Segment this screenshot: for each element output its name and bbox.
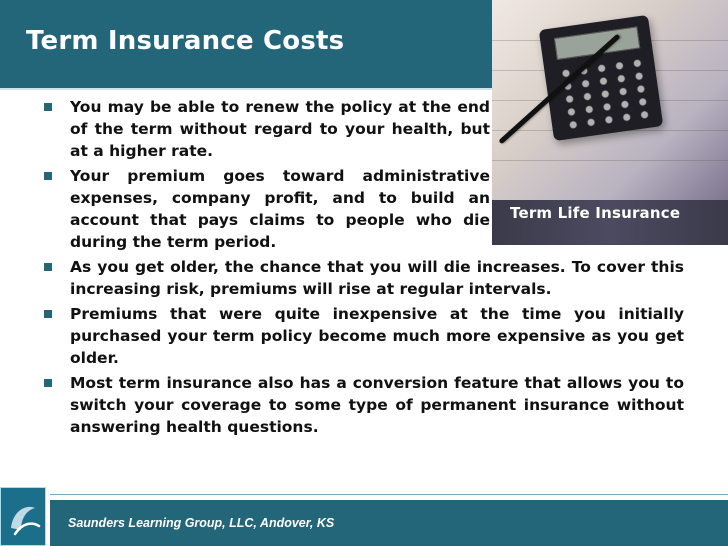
- bullet-text: You may be able to renew the policy at the end of the term without regard to your health, but at a higher rate.: [70, 98, 490, 160]
- slide-title: Term Insurance Costs: [26, 26, 345, 56]
- bullet-text: Premiums that were quite inexpensive at the time you initially purchased your term policy become much more expensive as you get older.: [70, 305, 684, 367]
- bullet-item: [44, 165, 684, 253]
- bullet-content: [44, 96, 684, 441]
- bullet-item: [44, 303, 684, 369]
- logo-icon: [0, 487, 46, 546]
- bullet-text: As you get older, the chance that you will die increases. To cover this increasing risk, premiums will rise at regular intervals.: [70, 258, 684, 298]
- bullet-item: [44, 372, 684, 438]
- bullet-square-icon: [44, 172, 52, 180]
- footer-divider: [50, 494, 728, 495]
- footer-credit: Saunders Learning Group, LLC, Andover, KS: [68, 516, 335, 530]
- bullet-text: Your premium goes toward administrative expenses, company profit, and to build an account that pays claims to people who die during the term period.: [70, 167, 490, 251]
- photo-caption: Term Life Insurance: [510, 204, 681, 222]
- bullet-item: [44, 256, 684, 300]
- bullet-item: [44, 96, 684, 162]
- bullet-square-icon: [44, 263, 52, 271]
- logo-swoosh-icon: [1, 488, 45, 545]
- bullet-square-icon: [44, 379, 52, 387]
- bullet-text: Most term insurance also has a conversion feature that allows you to switch your coverage to some type of permanent insurance without answering health questions.: [70, 374, 684, 436]
- bullet-square-icon: [44, 310, 52, 318]
- bullet-list: [44, 96, 684, 438]
- bullet-square-icon: [44, 103, 52, 111]
